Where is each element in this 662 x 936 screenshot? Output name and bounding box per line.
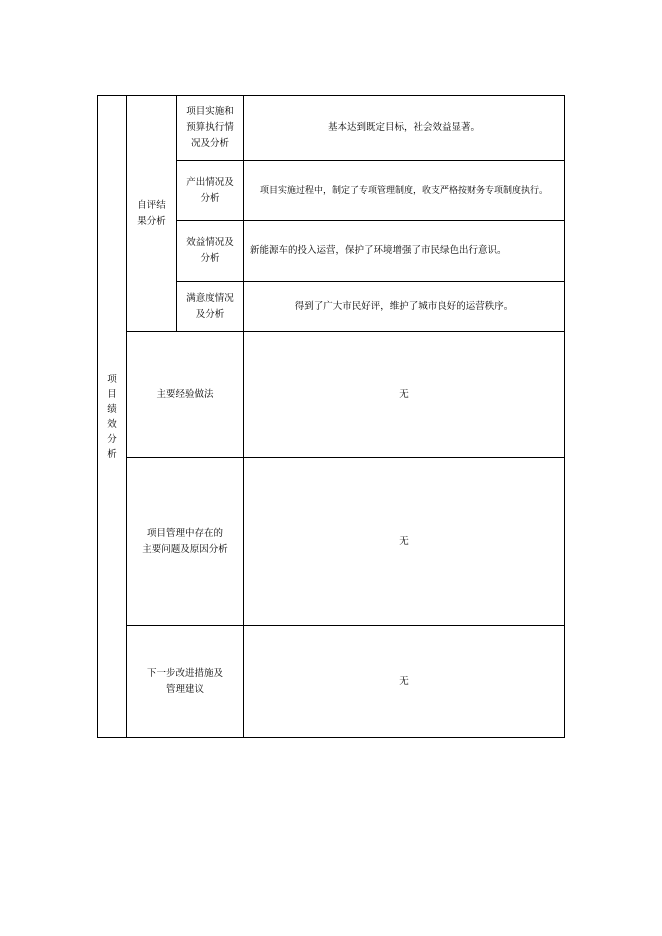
row-label: 产出情况及 分析 bbox=[186, 176, 234, 204]
row-value: 新能源车的投入运营，保护了环境增强了市民绿色出行意识。 bbox=[250, 245, 507, 256]
row-label: 满意度情况 及分析 bbox=[186, 292, 234, 320]
row-label: 效益情况及 分析 bbox=[186, 237, 234, 264]
row-label: 项目实施和 预算执行情 况及分析 bbox=[186, 106, 234, 149]
row-value: 项目实施过程中，制定了专项管理制度，收支严格按财务专项制度执行。 bbox=[259, 185, 548, 196]
self-eval-label: 自评结 果分析 bbox=[137, 199, 166, 227]
section-label: 项目管理中存在的 主要问题及原因分析 bbox=[142, 527, 228, 555]
table-border-bottom bbox=[97, 737, 565, 738]
section-label: 下一步改进措施及 管理建议 bbox=[146, 667, 223, 695]
section-label: 主要经验做法 bbox=[156, 388, 214, 400]
row-value: 基本达到既定目标，社会效益显著。 bbox=[327, 122, 480, 133]
table-border-right bbox=[564, 95, 565, 738]
section-value: 无 bbox=[399, 388, 409, 400]
row-value: 得到了广大市民好评，维护了城市良好的运营秩序。 bbox=[294, 300, 514, 312]
section-value: 无 bbox=[399, 535, 409, 547]
section-value: 无 bbox=[399, 675, 409, 687]
outer-section-label: 项 目 绩 效 分 析 bbox=[107, 373, 117, 460]
